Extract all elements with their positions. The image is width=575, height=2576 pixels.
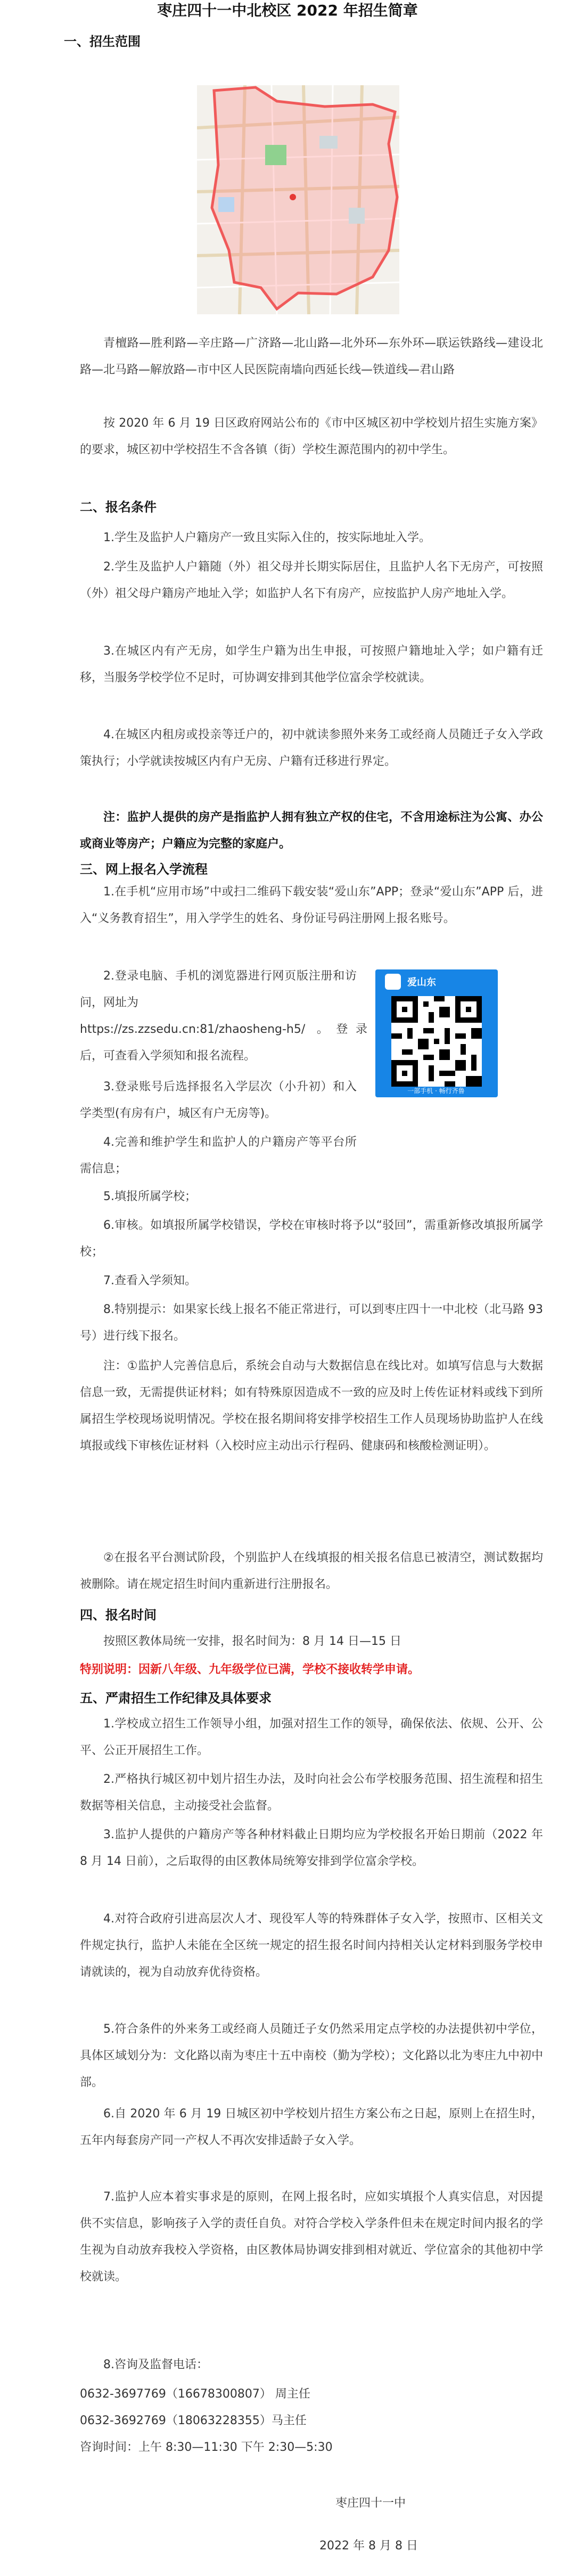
discipline-4: 4.对符合政府引进高层次人才、现役军人等的特殊群体子女入学，按照市、区相关文件规定执行，监护人未能在全区统一规定的招生报名时间内持相关认定材料到服务学校申请就读的，视为自动放弃优待资格。	[80, 1912, 543, 1979]
conditions-note: 注：监护人提供的房产是指监护人拥有独立产权的住宅，不含用途标注为公寓、办公或商业等房产；户籍应为完整的家庭户。	[80, 811, 543, 851]
section-heading-process: 三、网上报名入学流程	[80, 862, 208, 877]
contact-phone-1[interactable]: 0632-3697769（16678300807） 周主任	[80, 2387, 310, 2401]
process-note-1: 注：①监护人完善信息后，系统会自动与大数据信息在线比对。如填写信息与大数据信息一致，无需提供证材料；如有特殊原因造成不一致的应及时上传佐证材料或线下到所属招生学校现场说明情况。学校在报名期间将安排学校招生工作人员现场协助监护人在线填报或线下审核佐证材料（入校时应主动出示行程码、健康码和核酸检测证明）。	[80, 1359, 543, 1453]
section-heading-discipline: 五、严肃招生工作纪律及具体要求	[80, 1691, 272, 1706]
section-heading-conditions: 二、报名条件	[80, 500, 157, 515]
process-step-3: 3.登录账号后选择报名入学层次（小升初）和入学类型(有房有户，城区有户无房等)。	[80, 1080, 357, 1120]
discipline-1: 1.学校成立招生工作领导小组，加强对招生工作的领导，确保依法、依规、公开、公平、公正开展招生工作。	[80, 1717, 543, 1757]
process-step-4: 4.完善和维护学生和监护人的户籍房产等平台所需信息；	[80, 1136, 357, 1176]
discipline-8-contact: 8.咨询及监督电话：	[103, 2358, 208, 2371]
process-note-2: ②在报名平台测试阶段，个别监护人在线填报的相关报名信息已被清空，测试数据均被删除。请在规定招生时间内重新进行注册报名。	[80, 1551, 543, 1591]
app-logo-icon	[385, 974, 401, 990]
process-step-7: 7.查看入学须知。	[103, 1274, 196, 1287]
range-roads: 青檀路—胜利路—辛庄路—广济路—北山路—北外环—东外环—联运铁路线—建设北路—北马路—解放路—市中区人民医院南墙向西延长线—铁道线—君山路	[80, 337, 543, 377]
page-title: 枣庄四十一中北校区 2022 年招生简章	[157, 2, 418, 19]
app-slogan: 一部手机 · 畅行齐鲁	[407, 1087, 465, 1095]
process-step-8: 8.特别提示：如果家长线上报名不能正常进行，可以到枣庄四十一中北校（北马路 93 号）进行线下报名。	[80, 1303, 543, 1343]
discipline-7: 7.监护人应本着实事求是的原则，在网上报名时，应如实填报个人真实信息，对因提供不实信息，影响孩子入学的责任自负。对符合学校入学条件但未在规定时间内报名的学生视为自动放弃我校入学资格，由区教体局协调安排到相对就近、学位富余的其他初中学校就读。	[80, 2190, 543, 2284]
consult-hours: 咨询时间：上午 8:30—11:30 下午 2:30—5:30	[80, 2441, 333, 2454]
condition-2: 2.学生及监护人户籍随（外）祖父母并长期实际居住，且监护人名下无房产，可按照（外）祖父母户籍房产地址入学；如监护人名下有房产，应按监护人房产地址入学。	[80, 560, 543, 600]
condition-3: 3.在城区内有产无房，如学生户籍为出生申报，可按照户籍地址入学；如户籍有迁移，当服务学校学位不足时，可协调安排到其他学位富余学校就读。	[80, 645, 543, 684]
range-policy: 按 2020 年 6 月 19 日区政府网站公布的《市中区城区初中学校划片招生实施方案》的要求，城区初中学校招生不含各镇（街）学校生源范围内的初中学生。	[80, 417, 543, 456]
signature-date: 2022 年 8 月 8 日	[319, 2539, 418, 2553]
discipline-2: 2.严格执行城区初中划片招生办法，及时向社会公布学校服务范围、招生流程和招生数据等相关信息，主动接受社会监督。	[80, 1773, 543, 1813]
section-heading-range: 一、招生范围	[64, 34, 141, 49]
signature-org: 枣庄四十一中	[335, 2497, 406, 2510]
app-name: 爱山东	[407, 977, 436, 988]
process-step-2-label: 2.登录电脑、手机的浏览器进行网页版注册和访问，网址为	[80, 969, 357, 1009]
park-area	[265, 145, 286, 165]
process-step-6: 6.审核。如填报所属学校错误，学校在审核时将予以“驳回”，需重新修改填报所属学校；	[80, 1219, 543, 1259]
qr-code-icon	[391, 996, 482, 1087]
district-boundary	[212, 87, 397, 309]
process-step-5: 5.填报所属学校；	[103, 1190, 196, 1203]
discipline-5: 5.符合条件的外来务工或经商人员随迁子女仍然采用定点学校的办法提供初中学位，具体区域划分为：文化路以南为枣庄十五中南校（勤为学校）；文化路以北为枣庄九中初中部。	[80, 2023, 543, 2089]
school-marker-icon	[290, 194, 296, 200]
condition-1: 1.学生及监护人户籍房产一致且实际入住的，按实际地址入学。	[103, 531, 431, 544]
app-qr-card[interactable]	[375, 969, 498, 1097]
registration-time: 按照区教体局统一安排，报名时间为：8 月 14 日—15 日	[103, 1635, 401, 1648]
condition-4: 4.在城区内租房或投亲等迁户的，初中就读参照外来务工或经商人员随迁子女入学政策执行；小学就读按城区内有户无房、户籍有迁移进行界定。	[80, 728, 543, 768]
section-heading-time: 四、报名时间	[80, 1608, 157, 1623]
discipline-3: 3.监护人提供的户籍房产等各种材料截止日期均应为学校报名开始日期前（2022 年 8 月 14 日前），之后取得的由区教体局统筹安排到学位富余学校。	[80, 1828, 543, 1868]
contact-phone-2[interactable]: 0632-3692769（18063228355）马主任	[80, 2414, 307, 2427]
process-step-1: 1.在手机“应用市场”中或扫二维码下载安装“爱山东”APP；登录“爱山东”APP 后，进入“义务教育招生”，用入学学生的姓名、身份证号码注册网上报名账号。	[80, 885, 543, 925]
special-notice: 特别说明：因新八年级、九年级学位已满，学校不接收转学申请。	[80, 1663, 420, 1676]
process-step-2-url[interactable]: https://zs.zzsedu.cn:81/zhaosheng-h5/ 。登录后，可查看入学须知和报名流程。	[80, 1023, 367, 1063]
district-map	[197, 85, 399, 314]
discipline-6: 6.自 2020 年 6 月 19 日城区初中学校划片招生方案公布之日起，原则上在招生时，五年内每套房产同一产权人不再次安排适龄子女入学。	[80, 2107, 543, 2147]
